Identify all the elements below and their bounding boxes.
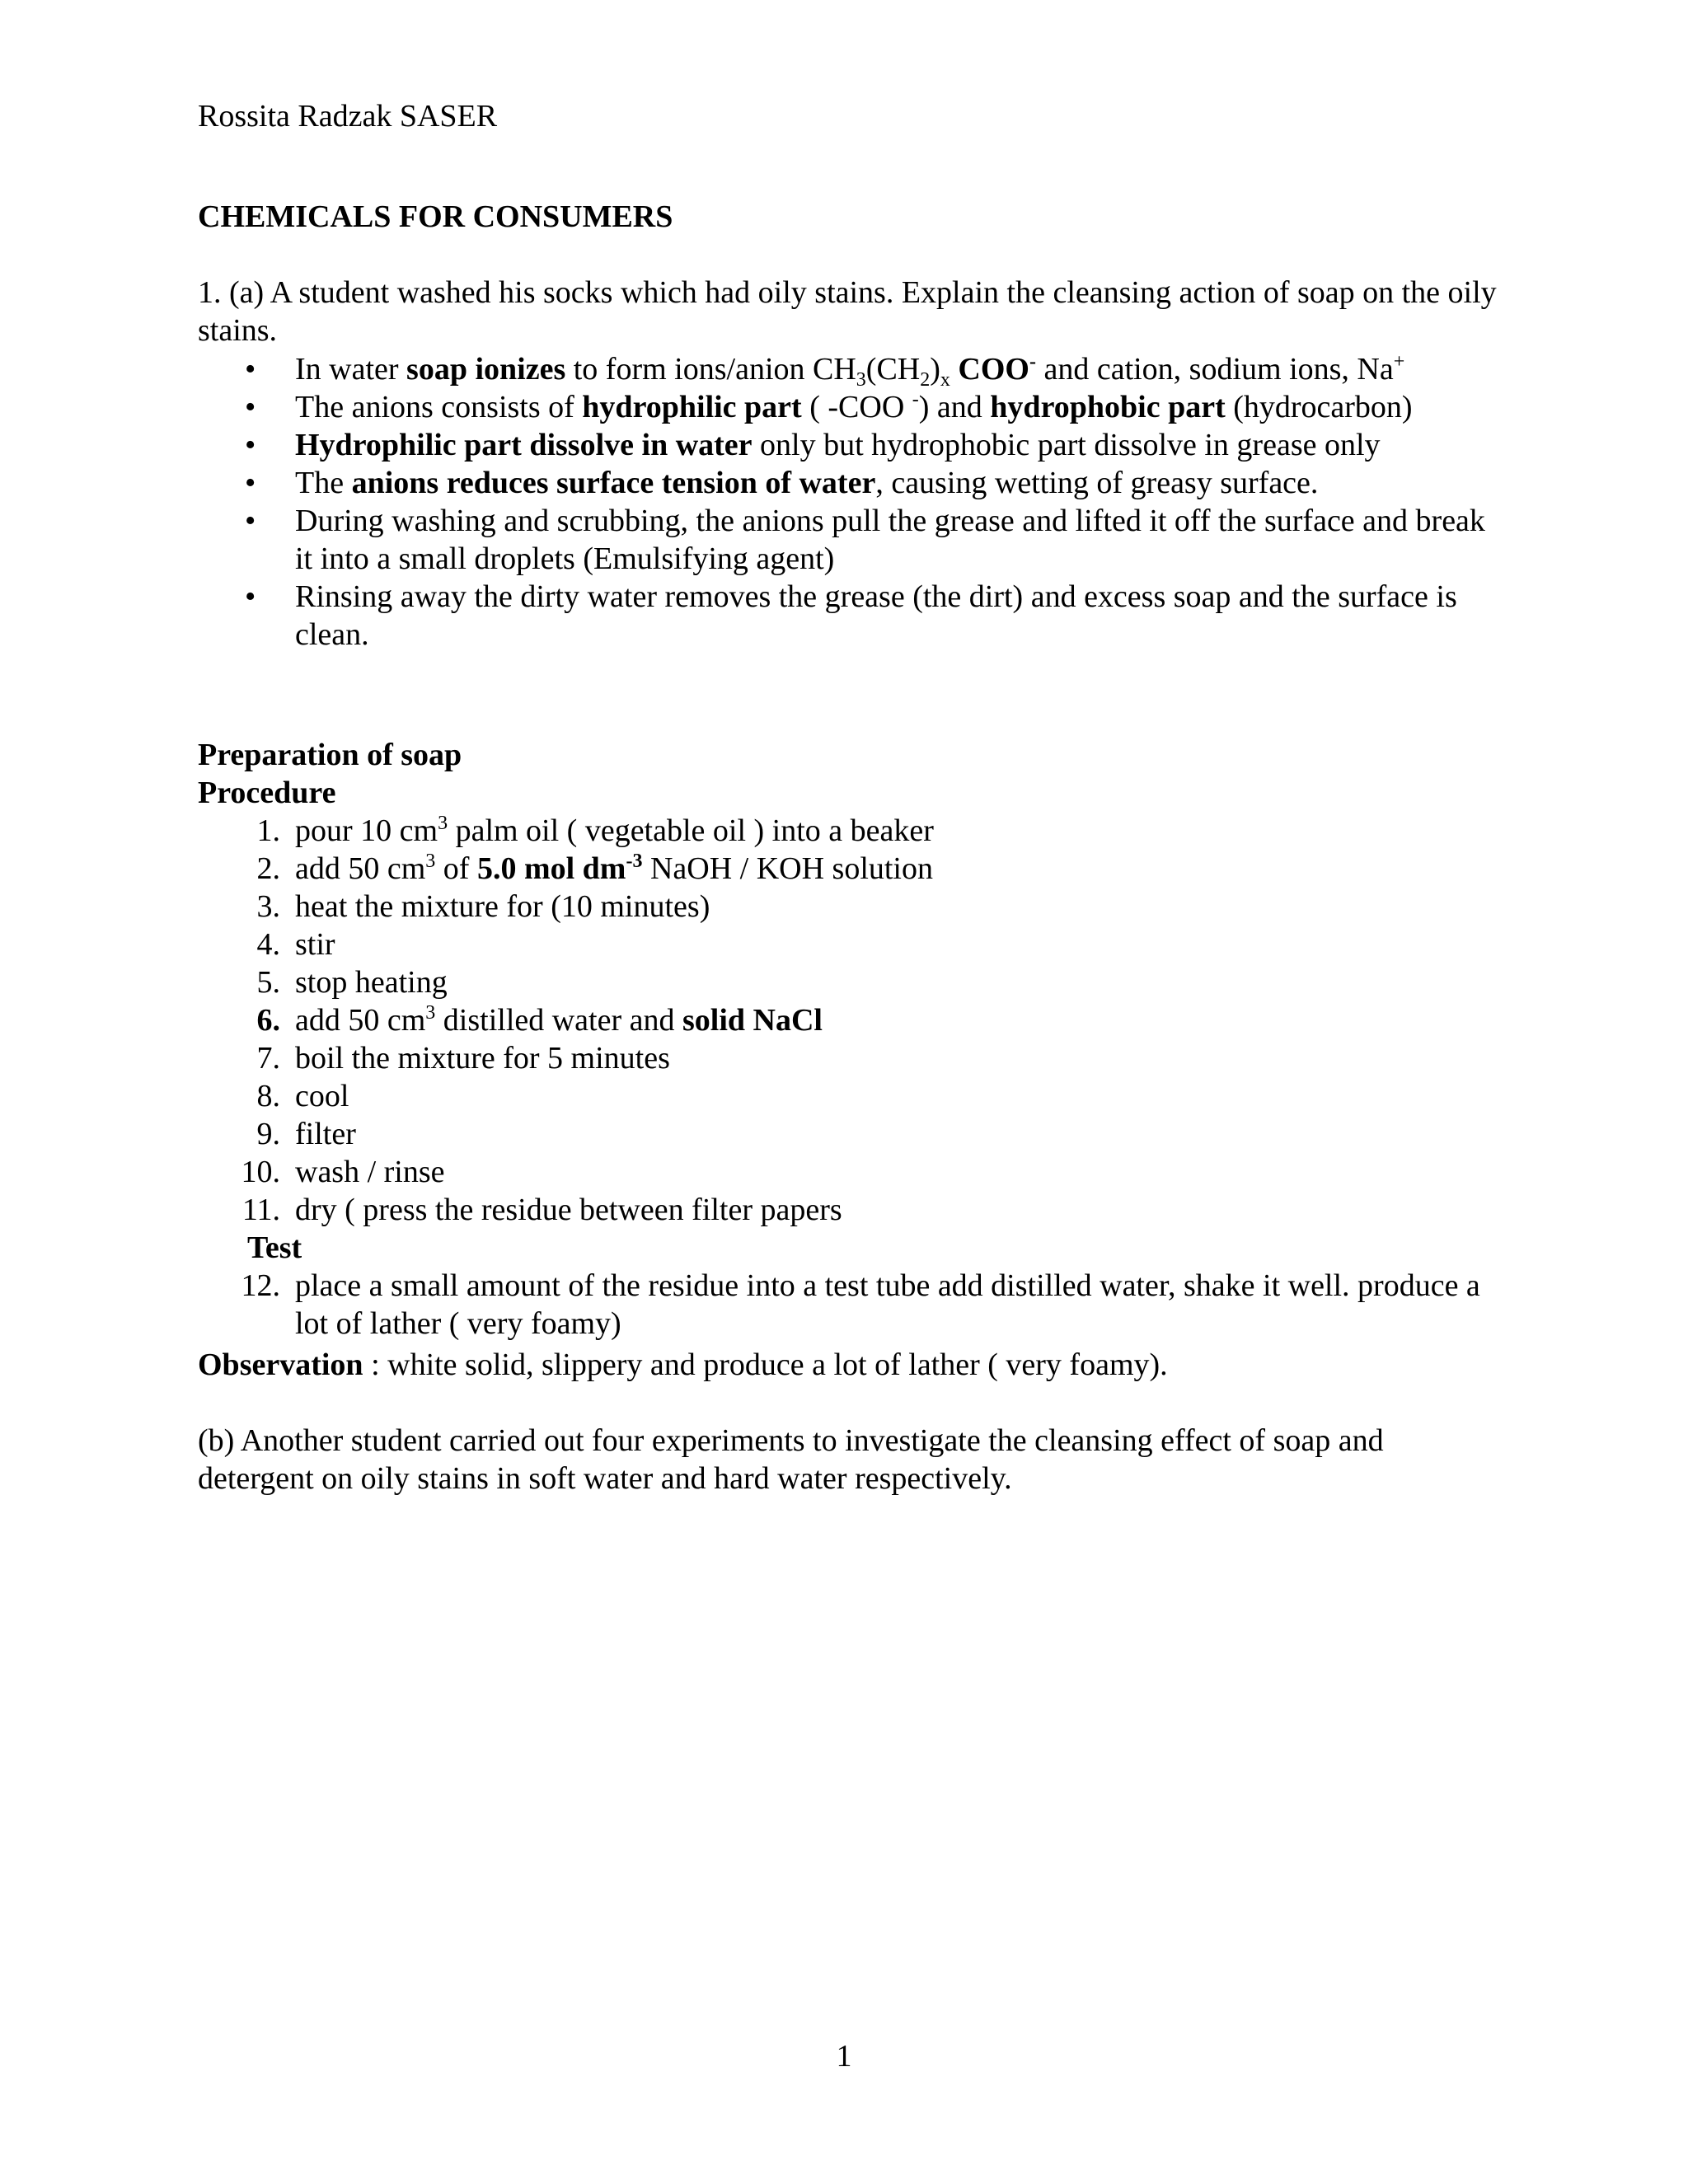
list-item: 1. pour 10 $cm^3$ palm oil ( vegetable oil ) into a beaker: [256, 813, 934, 848]
observation: [198, 1346, 1500, 1384]
list-item: 6. add 50 $cm^3$ distilled water and solid NaCl: [256, 1002, 823, 1038]
preparation-heading: Preparation of soap: [198, 738, 462, 772]
header-author: Rossita Radzak SASER: [198, 99, 498, 134]
bullet-item: • Hydrophilic part dissolve in water only but hydrophobic part dissolve in grease only: [245, 428, 1381, 462]
list-item: 7. boil the mixture for 5 minutes: [256, 1041, 670, 1076]
list-item: 8. cool: [256, 1079, 349, 1113]
bullet-icon: •: [245, 466, 256, 500]
list-item: 3. heat the mixture for (10 minutes): [256, 889, 710, 924]
list-item: 2. add 50 $cm^3$ of 5.0 mol $dm^{-3}$ NaOH / KOH solution: [256, 851, 933, 886]
question-1b: (b) Another student carried out four experiments to investigate the cleansing effect of soap and detergent on oily stains in soft water and hard water respectively.: [198, 1423, 1384, 1496]
list-item: 11. dry ( press the residue between filter papers: [241, 1193, 842, 1227]
bullet-icon: •: [245, 390, 256, 424]
list-item: 10. wash / rinse: [241, 1155, 445, 1189]
list-item: 5. stop heating: [256, 965, 448, 1000]
procedure-label: Procedure: [198, 776, 336, 810]
bullet-item: • During washing and scrubbing, the anions pull the grease and lifted it off the surface and break it into a small droplets (Emulsifying agent): [245, 504, 1485, 576]
observation-text: : white solid, slippery and produce a lot of lather ( very foamy).: [363, 1347, 1168, 1382]
observation-label: Observation: [198, 1347, 363, 1382]
page-number: 1: [836, 2039, 852, 2074]
bullet-item: • In water soap ionizes to form ions/anion $CH_3(CH_2)_x$ COO- and cation, sodium ions, Na+: [245, 351, 1405, 391]
list-item: 12. place a small amount of the residue into a test tube add distilled water, shake it well. produce a lot of lather ( very foamy): [241, 1268, 1480, 1341]
bullet-icon: •: [245, 352, 256, 387]
bullet-item: • The anions reduces surface tension of water, causing wetting of greasy surface.: [245, 466, 1319, 500]
question-1a: 1. (a) A student washed his socks which had oily stains. Explain the cleansing action of soap on the oily stains.: [198, 275, 1497, 348]
procedure-steps: [198, 812, 1500, 1343]
cleansing-action-list: [198, 350, 1500, 654]
bullet-item: • The anions consists of hydrophilic part ( -COO -) and hydrophobic part (hydrocarbon): [245, 389, 1413, 424]
bullet-item: • Rinsing away the dirty water removes the grease (the dirt) and excess soap and the surface is clean.: [245, 579, 1457, 652]
bullet-icon: •: [245, 579, 256, 614]
document-title: CHEMICALS FOR CONSUMERS: [198, 199, 673, 234]
test-label: Test: [247, 1230, 302, 1265]
list-item: 4. stir: [256, 927, 335, 962]
bullet-icon: •: [245, 504, 256, 538]
list-item: 9. filter: [256, 1117, 356, 1151]
bullet-icon: •: [245, 428, 256, 462]
